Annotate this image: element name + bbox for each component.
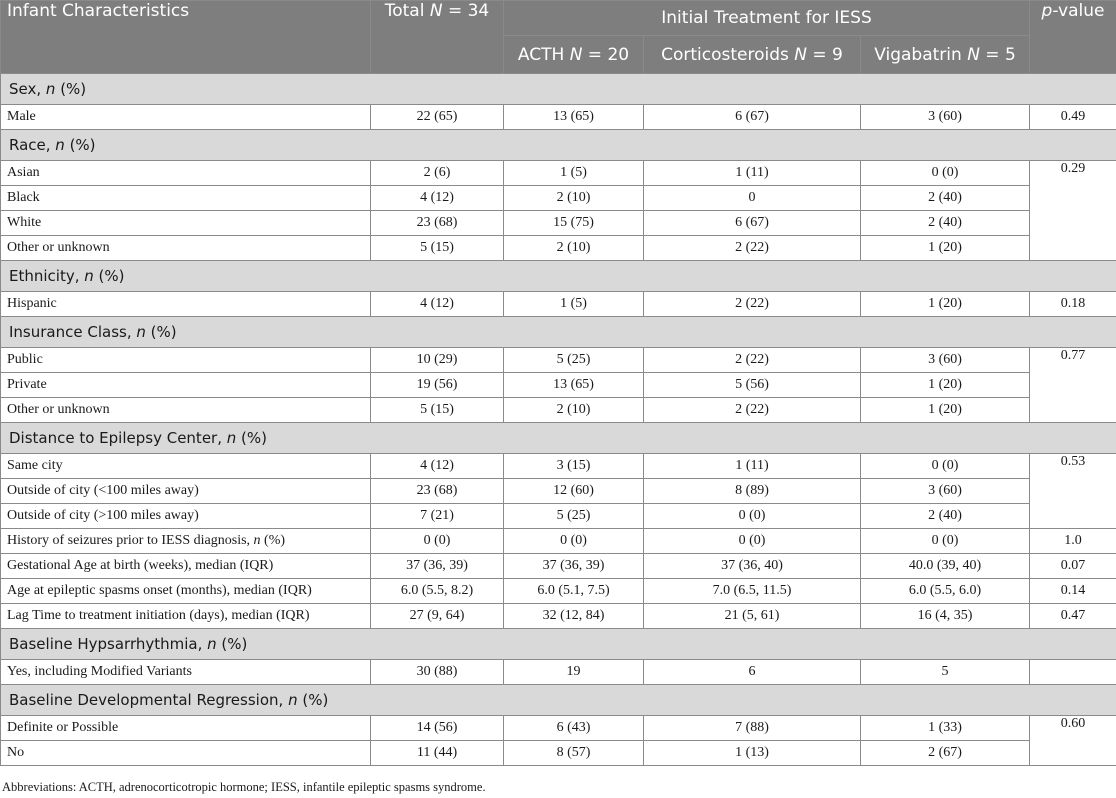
- table-row: Black 4 (12) 2 (10) 0 2 (40): [1, 186, 1116, 211]
- header-acth: ACTH N = 20: [504, 36, 644, 74]
- header-vigabatrin: Vigabatrin N = 5: [861, 36, 1030, 74]
- table-row: Hispanic 4 (12) 1 (5) 2 (22) 1 (20) 0.18: [1, 292, 1116, 317]
- table-row: Private 19 (56) 13 (65) 5 (56) 1 (20): [1, 373, 1116, 398]
- table-row: No 11 (44) 8 (57) 1 (13) 2 (67): [1, 741, 1116, 766]
- table-row: Same city 4 (12) 3 (15) 1 (11) 0 (0) 0.53: [1, 454, 1116, 479]
- section-race: Race, n (%): [1, 130, 1116, 161]
- header-total: Total N = 34: [371, 1, 504, 74]
- table-row: Asian 2 (6) 1 (5) 1 (11) 0 (0) 0.29: [1, 161, 1116, 186]
- distance-pvalue: 0.53: [1030, 454, 1116, 529]
- table-footnote: Abbreviations: ACTH, adrenocorticotropic hormone; IESS, infantile epileptic spasms syndrome.: [2, 780, 486, 794]
- header-characteristics: Infant Characteristics: [1, 1, 371, 74]
- header-treatment-group: Initial Treatment for IESS: [504, 1, 1030, 36]
- section-sex: Sex, n (%): [1, 74, 1116, 105]
- race-pvalue: 0.29: [1030, 161, 1116, 261]
- table-row: Other or unknown 5 (15) 2 (10) 2 (22) 1 (20): [1, 236, 1116, 261]
- table-row: Male 22 (65) 13 (65) 6 (67) 3 (60) 0.49: [1, 105, 1116, 130]
- table-row: History of seizures prior to IESS diagnosis, n (%) 0 (0) 0 (0) 0 (0) 0 (0) 1.0: [1, 529, 1116, 554]
- table-row: Other or unknown 5 (15) 2 (10) 2 (22) 1 (20): [1, 398, 1116, 423]
- regression-pvalue: 0.60: [1030, 716, 1116, 766]
- table-row: Yes, including Modified Variants 30 (88) 19 6 5: [1, 660, 1116, 685]
- header-pvalue: p-value: [1030, 1, 1116, 74]
- table-row: Gestational Age at birth (weeks), median (IQR) 37 (36, 39) 37 (36, 39) 37 (36, 40) 40.0 (39, 40) 0.07: [1, 554, 1116, 579]
- section-regression: Baseline Developmental Regression, n (%): [1, 685, 1116, 716]
- table-row: Definite or Possible 14 (56) 6 (43) 7 (88) 1 (33) 0.60: [1, 716, 1116, 741]
- table-row: Outside of city (<100 miles away) 23 (68) 12 (60) 8 (89) 3 (60): [1, 479, 1116, 504]
- section-ethnicity: Ethnicity, n (%): [1, 261, 1116, 292]
- insurance-pvalue: 0.77: [1030, 348, 1116, 423]
- table-row: White 23 (68) 15 (75) 6 (67) 2 (40): [1, 211, 1116, 236]
- section-insurance: Insurance Class, n (%): [1, 317, 1116, 348]
- table-row: Outside of city (>100 miles away) 7 (21) 5 (25) 0 (0) 2 (40): [1, 504, 1116, 529]
- section-distance: Distance to Epilepsy Center, n (%): [1, 423, 1116, 454]
- table-row: Public 10 (29) 5 (25) 2 (22) 3 (60) 0.77: [1, 348, 1116, 373]
- header-corticosteroids: Corticosteroids N = 9: [644, 36, 861, 74]
- table-row: Age at epileptic spasms onset (months), median (IQR) 6.0 (5.5, 8.2) 6.0 (5.1, 7.5) 7.0 (6.5, 11.5) 6.0 (5.5, 6.0) 0.14: [1, 579, 1116, 604]
- header-row-1: [1, 1, 1116, 36]
- section-hypsarrhythmia: Baseline Hypsarrhythmia, n (%): [1, 629, 1116, 660]
- table-row: Lag Time to treatment initiation (days), median (IQR) 27 (9, 64) 32 (12, 84) 21 (5, 61) 16 (4, 35) 0.47: [1, 604, 1116, 629]
